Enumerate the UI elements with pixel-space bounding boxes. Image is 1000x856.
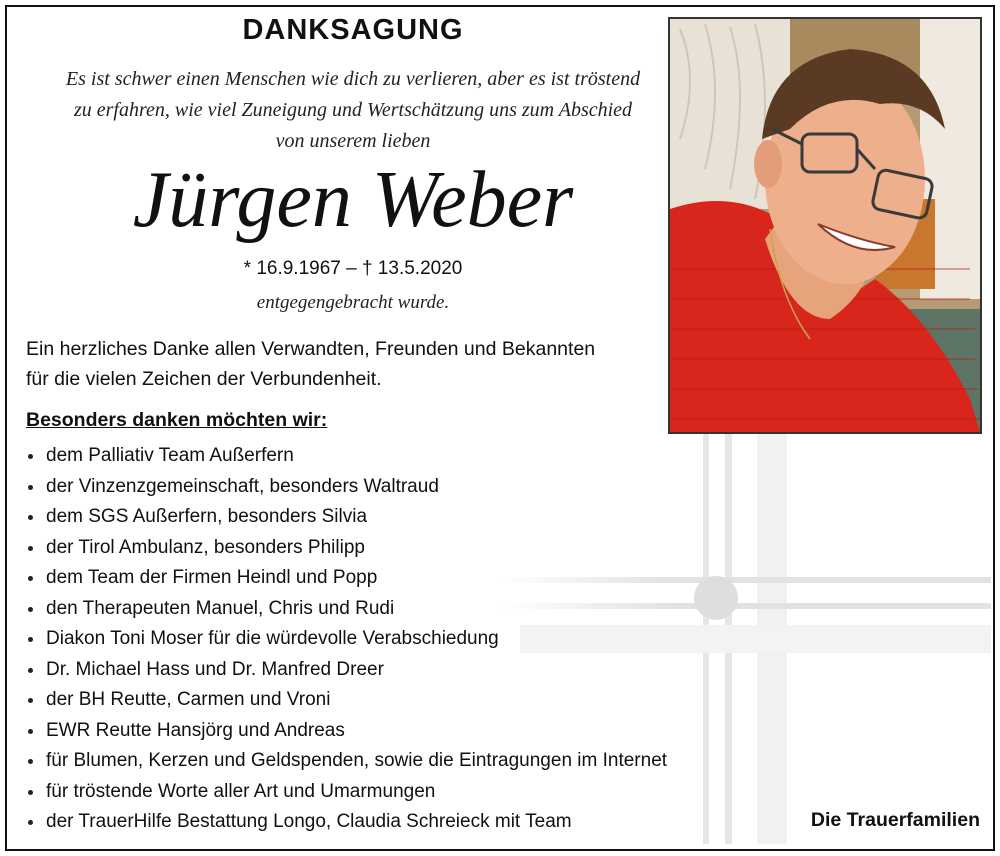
thanks-line: für die vielen Zeichen der Verbundenheit. <box>26 368 382 390</box>
bullet-icon <box>28 485 33 490</box>
bullet-icon <box>28 546 33 551</box>
list-item <box>26 624 667 655</box>
intro-text <box>26 64 680 157</box>
list-item <box>26 533 667 564</box>
list-item-text: der BH Reutte, Carmen und Vroni <box>46 689 331 710</box>
list-item-text: für tröstende Worte aller Art und Umarmungen <box>46 780 436 802</box>
list-item <box>26 594 667 625</box>
thanks-list <box>26 441 667 838</box>
list-item-text: EWR Reutte Hansjörg und Andreas <box>46 719 345 741</box>
list-item-text: dem SGS Außerfern, besonders Silvia <box>46 506 368 527</box>
intro-end: entgegengebracht wurde. <box>256 292 450 313</box>
list-item <box>26 746 667 777</box>
list-item <box>26 563 667 594</box>
list-item-text: dem Team der Firmen Heindl und Popp <box>46 567 378 588</box>
list-item-text: dem Palliativ Team Außerfern <box>46 445 294 466</box>
list-item <box>26 807 667 838</box>
bullet-icon <box>28 668 33 673</box>
signoff: Die Trauerfamilien <box>810 809 980 831</box>
bullet-icon <box>28 820 33 825</box>
list-item-text: Diakon Toni Moser für die würdevolle Verabschiedung <box>46 628 499 649</box>
list-item <box>26 472 667 503</box>
bullet-icon <box>28 729 33 734</box>
bullet-icon <box>28 698 33 703</box>
bullet-icon <box>28 576 33 581</box>
list-item <box>26 777 667 808</box>
list-item-text: den Therapeuten Manuel, Chris und Rudi <box>46 597 395 619</box>
list-item-text: Dr. Michael Hass und Dr. Manfred Dreer <box>46 658 384 680</box>
bullet-icon <box>28 607 33 612</box>
deceased-name: Jürgen Weber <box>132 156 574 244</box>
list-heading: Besonders danken möchten wir: <box>26 409 328 431</box>
intro-line: zu erfahren, wie viel Zuneigung und Wertschätzung uns zum Abschied <box>73 99 633 121</box>
bullet-icon <box>28 759 33 764</box>
list-item <box>26 685 667 716</box>
life-dates: * 16.9.1967 – † 13.5.2020 <box>243 258 463 279</box>
portrait-photo <box>668 17 982 434</box>
list-item <box>26 655 667 686</box>
thanks-text <box>26 334 595 394</box>
notice-title: DANKSAGUNG <box>242 14 464 46</box>
list-item-text: für Blumen, Kerzen und Geldspenden, sowie die Eintragungen im Internet <box>46 750 668 771</box>
list-item <box>26 502 667 533</box>
list-item <box>26 441 667 472</box>
bullet-icon <box>28 637 33 642</box>
list-item-text: der TrauerHilfe Bestattung Longo, Claudia Schreieck mit Team <box>46 811 572 832</box>
list-item-text: der Vinzenzgemeinschaft, besonders Waltraud <box>46 475 439 497</box>
thanks-line: Ein herzliches Danke allen Verwandten, Freunden und Bekannten <box>26 338 596 360</box>
intro-line: von unserem lieben <box>275 130 431 152</box>
list-item <box>26 716 667 747</box>
bullet-icon <box>28 454 33 459</box>
intro-line: Es ist schwer einen Menschen wie dich zu verlieren, aber es ist tröstend <box>65 68 641 90</box>
bullet-icon <box>28 515 33 520</box>
list-item-text: der Tirol Ambulanz, besonders Philipp <box>46 536 365 558</box>
portrait-icon <box>670 19 980 432</box>
bullet-icon <box>28 790 33 795</box>
